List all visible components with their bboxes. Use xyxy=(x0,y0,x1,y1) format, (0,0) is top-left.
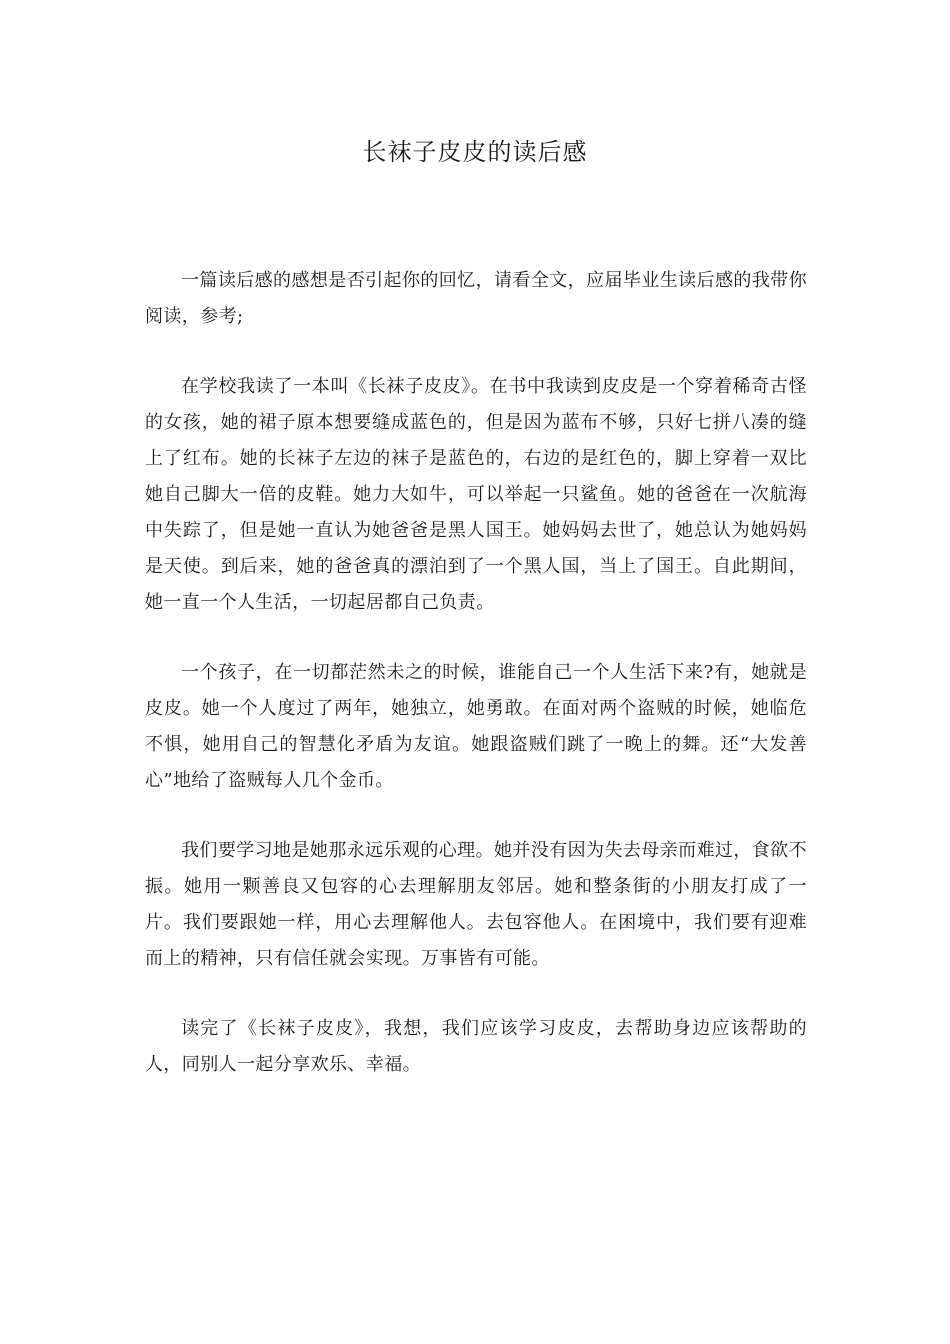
paragraph-courage: 一个孩子，在一切都茫然未之的时候，谁能自己一个人生活下来?有，她就是皮皮。她一个人度过了两年，她独立，她勇敢。在面对两个盗贼的时候，她临危不惧，她用自己的智慧化矛盾为友谊。她跟盗贼们跳了一晚上的舞。还“大发善心”地给了盗贼每人几个金币。 xyxy=(145,662,807,791)
paragraph-conclusion: 读完了《长袜子皮皮》，我想，我们应该学习皮皮，去帮助身边应该帮助的人，同别人一起分享欢乐、幸福。 xyxy=(145,1018,807,1075)
paragraph-optimism: 我们要学习地是她那永远乐观的心理。她并没有因为失去母亲而难过，食欲不振。她用一颗善良又包容的心去理解朋友邻居。她和整条街的小朋友打成了一片。我们要跟她一样，用心去理解他人。去包容他人。在困境中，我们要有迎难而上的精神，只有信任就会实现。万事皆有可能。 xyxy=(145,840,807,969)
document-body xyxy=(145,263,807,1117)
paragraph-summary: 在学校我读了一本叫《长袜子皮皮》。在书中我读到皮皮是一个穿着稀奇古怪的女孩，她的裙子原本想要缝成蓝色的，但是因为蓝布不够，只好七拼八凑的缝上了红布。她的长袜子左边的袜子是蓝色的，右边的是红色的，脚上穿着一双比她自己脚大一倍的皮鞋。她力大如牛，可以举起一只鲨鱼。她的爸爸在一次航海中失踪了，但是她一直认为她爸爸是黑人国王。她妈妈去世了，她总认为她妈妈是天使。到后来，她的爸爸真的漂泊到了一个黑人国，当上了国王。自此期间，她一直一个人生活，一切起居都自己负责。 xyxy=(145,376,807,613)
document-title: 长袜子皮皮的读后感 xyxy=(362,138,588,166)
paragraph-intro: 一篇读后感的感想是否引起你的回忆，请看全文，应届毕业生读后感的我带你阅读，参考; xyxy=(145,270,807,327)
